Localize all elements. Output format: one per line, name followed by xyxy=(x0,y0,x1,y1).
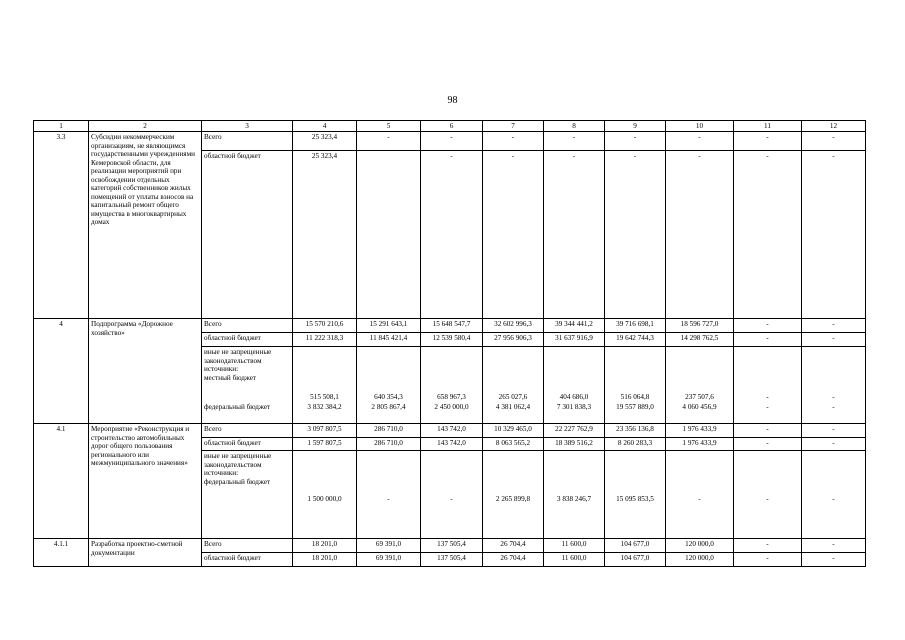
col-header: 11 xyxy=(734,121,802,132)
source-label: Всего xyxy=(202,319,293,333)
value-cell: - xyxy=(734,347,802,402)
value-cell: 25 323,4 xyxy=(293,132,357,151)
value-cell: 516 064,8 xyxy=(605,347,666,402)
value-cell: - xyxy=(734,132,802,151)
value-cell: - xyxy=(421,451,483,539)
value-cell: 2 805 867,4 xyxy=(357,402,421,424)
col-header: 1 xyxy=(34,121,89,132)
value-cell: 11 600,0 xyxy=(544,539,605,553)
value-cell: - xyxy=(605,151,666,319)
value-cell: 23 356 136,8 xyxy=(605,424,666,438)
value-cell: 7 301 838,3 xyxy=(544,402,605,424)
value-cell: 15 291 643,1 xyxy=(357,319,421,333)
value-cell: - xyxy=(734,553,802,567)
value-cell: 2 265 899,8 xyxy=(483,451,544,539)
value-cell: - xyxy=(802,539,866,553)
value-cell: 137 505,4 xyxy=(421,553,483,567)
value-cell: 3 838 246,7 xyxy=(544,451,605,539)
value-cell: - xyxy=(734,424,802,438)
source-label: областной бюджет xyxy=(202,553,293,567)
value-cell: 15 570 210,6 xyxy=(293,319,357,333)
value-cell: 143 742,0 xyxy=(421,438,483,451)
value-cell: - xyxy=(357,451,421,539)
header-row xyxy=(34,121,866,132)
source-label: иные не запрещенные законодательством источники: xyxy=(204,348,272,374)
value-cell: - xyxy=(666,451,734,539)
value-cell: - xyxy=(734,451,802,539)
table-row xyxy=(34,424,866,438)
value-cell: - xyxy=(605,132,666,151)
value-cell: - xyxy=(802,333,866,347)
value-cell: 104 677,0 xyxy=(605,539,666,553)
value-cell: - xyxy=(734,539,802,553)
value-cell: - xyxy=(734,333,802,347)
source-sublabel: местный бюджет xyxy=(204,373,257,382)
value-cell: - xyxy=(483,151,544,319)
value-cell: 286 710,0 xyxy=(357,438,421,451)
value-cell: 32 602 996,3 xyxy=(483,319,544,333)
budget-table xyxy=(33,120,866,567)
value-cell: - xyxy=(802,347,866,402)
value-cell: 18 201,0 xyxy=(293,553,357,567)
value-cell: 3 832 384,2 xyxy=(293,402,357,424)
value-cell: 69 391,0 xyxy=(357,553,421,567)
row-name: Разработка проектно-сметной документации xyxy=(89,539,202,567)
row-name: Подпрограмма «Дорожное хозяйство» xyxy=(89,319,202,424)
value-cell: 2 450 000,0 xyxy=(421,402,483,424)
value-cell: 25 323,4 xyxy=(293,151,357,319)
col-header: 2 xyxy=(89,121,202,132)
value-cell: 11 222 318,3 xyxy=(293,333,357,347)
value-cell: 120 000,0 xyxy=(666,539,734,553)
row-number: 4.1.1 xyxy=(34,539,89,567)
col-header: 10 xyxy=(666,121,734,132)
col-header: 9 xyxy=(605,121,666,132)
source-label: областной бюджет xyxy=(202,151,293,319)
value-cell: 286 710,0 xyxy=(357,424,421,438)
value-cell: 39 344 441,2 xyxy=(544,319,605,333)
value-cell: 18 201,0 xyxy=(293,539,357,553)
value-cell: 137 505,4 xyxy=(421,539,483,553)
value-cell: 265 027,6 xyxy=(483,347,544,402)
col-header: 6 xyxy=(421,121,483,132)
value-cell: 120 000,0 xyxy=(666,553,734,567)
value-cell: - xyxy=(802,438,866,451)
value-cell: 104 677,0 xyxy=(605,553,666,567)
value-cell: 26 704,4 xyxy=(483,539,544,553)
value-cell: 22 227 762,9 xyxy=(544,424,605,438)
value-cell: - xyxy=(421,132,483,151)
col-header: 5 xyxy=(357,121,421,132)
value-cell: - xyxy=(802,424,866,438)
value-cell: - xyxy=(802,402,866,424)
table-row xyxy=(34,132,866,151)
source-label: Всего xyxy=(202,424,293,438)
value-cell: 8 063 565,2 xyxy=(483,438,544,451)
value-cell: - xyxy=(802,151,866,319)
source-label: Всего xyxy=(202,539,293,553)
value-cell: 31 637 916,9 xyxy=(544,333,605,347)
value-cell: 1 597 807,5 xyxy=(293,438,357,451)
value-cell: - xyxy=(802,132,866,151)
value-cell: - xyxy=(421,151,483,319)
value-cell xyxy=(357,151,421,319)
value-cell: 12 539 580,4 xyxy=(421,333,483,347)
col-header: 12 xyxy=(802,121,866,132)
value-cell: 15 648 547,7 xyxy=(421,319,483,333)
value-cell: 658 967,3 xyxy=(421,347,483,402)
table-row xyxy=(34,319,866,333)
value-cell: 8 260 283,3 xyxy=(605,438,666,451)
source-label: иные не запрещенные законодательством источники: xyxy=(204,452,272,478)
value-cell: 404 686,0 xyxy=(544,347,605,402)
value-cell: 237 507,6 xyxy=(666,347,734,402)
value-cell: 26 704,4 xyxy=(483,553,544,567)
col-header: 3 xyxy=(202,121,293,132)
value-cell: 4 060 456,9 xyxy=(666,402,734,424)
value-cell: 15 095 853,5 xyxy=(605,451,666,539)
value-cell: 143 742,0 xyxy=(421,424,483,438)
value-cell: - xyxy=(544,151,605,319)
value-cell: 4 381 062,4 xyxy=(483,402,544,424)
row-number: 4.1 xyxy=(34,424,89,539)
source-label-group xyxy=(202,451,293,539)
value-cell: 1 500 000,0 xyxy=(293,451,357,539)
col-header: 7 xyxy=(483,121,544,132)
value-cell: - xyxy=(666,151,734,319)
value-cell: 27 956 906,3 xyxy=(483,333,544,347)
source-label-group xyxy=(202,347,293,402)
value-cell: - xyxy=(734,438,802,451)
source-label: федеральный бюджет xyxy=(202,402,293,424)
source-label: областной бюджет xyxy=(202,333,293,347)
value-cell: - xyxy=(544,132,605,151)
value-cell: 11 845 421,4 xyxy=(357,333,421,347)
page-number: 98 xyxy=(447,95,458,106)
row-name: Мероприятие «Реконструкция и строительство автомобильных дорог общего пользования регионального или межмуниципального значения» xyxy=(89,424,202,539)
row-number: 3.3 xyxy=(34,132,89,319)
value-cell: 515 508,1 xyxy=(293,347,357,402)
value-cell: 39 716 698,1 xyxy=(605,319,666,333)
value-cell: - xyxy=(734,151,802,319)
row-name: Субсидии некоммерческим организациям, не являющимся государственными учреждениями Кемеровской области, для реализации мероприятий при освобождении отдельных категорий собственников жилых помещений от уплаты взносов на капитальный ремонт общего имущества в многоквартирных домах xyxy=(89,132,202,319)
col-header: 8 xyxy=(544,121,605,132)
value-cell: - xyxy=(802,319,866,333)
value-cell: 19 557 889,0 xyxy=(605,402,666,424)
value-cell: 3 097 807,5 xyxy=(293,424,357,438)
value-cell: - xyxy=(483,132,544,151)
value-cell: 19 642 744,3 xyxy=(605,333,666,347)
value-cell: 1 976 433,9 xyxy=(666,424,734,438)
value-cell: 11 600,0 xyxy=(544,553,605,567)
value-cell: - xyxy=(666,132,734,151)
value-cell: 69 391,0 xyxy=(357,539,421,553)
table-row xyxy=(34,539,866,553)
value-cell: - xyxy=(802,553,866,567)
value-cell: 1 976 433,9 xyxy=(666,438,734,451)
source-label: Всего xyxy=(202,132,293,151)
col-header: 4 xyxy=(293,121,357,132)
value-cell: - xyxy=(734,319,802,333)
source-label: областной бюджет xyxy=(202,438,293,451)
value-cell: 18 389 516,2 xyxy=(544,438,605,451)
value-cell: - xyxy=(802,451,866,539)
row-number: 4 xyxy=(34,319,89,424)
source-sublabel: федеральный бюджет xyxy=(204,477,271,486)
value-cell: - xyxy=(357,132,421,151)
value-cell: - xyxy=(734,402,802,424)
value-cell: 14 298 762,5 xyxy=(666,333,734,347)
value-cell: 10 329 465,0 xyxy=(483,424,544,438)
value-cell: 640 354,3 xyxy=(357,347,421,402)
value-cell: 18 596 727,0 xyxy=(666,319,734,333)
